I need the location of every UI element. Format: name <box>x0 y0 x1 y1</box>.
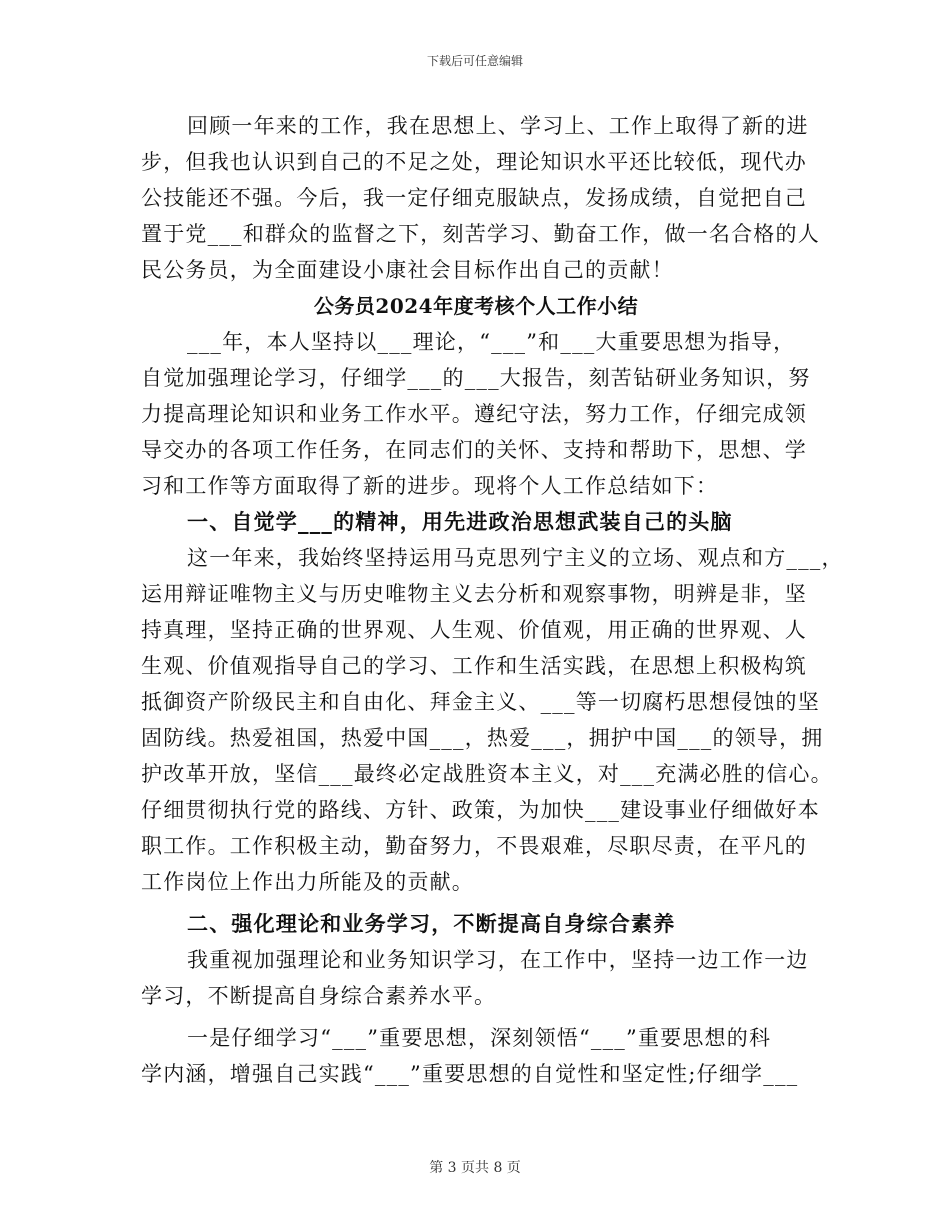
paragraph-line: 仔细贯彻执行党的路线、方针、政策，为加快___建设事业仔细做好本 <box>141 798 820 822</box>
paragraph-line: 这一年来，我始终坚持运用马克思列宁主义的立场、观点和方___， <box>187 546 844 570</box>
paragraph-line: 职工作。工作积极主动，勤奋努力，不畏艰难，尽职尽责，在平凡的 <box>141 834 807 858</box>
section-heading: 二、强化理论和业务学习，不断提高自身综合素养 <box>187 911 676 936</box>
paragraph-line: 自觉加强理论学习，仔细学___的___大报告，刻苦钻研业务知识，努 <box>141 366 811 390</box>
paragraph-line: 我重视加强理论和业务知识学习，在工作中，坚持一边工作一边 <box>187 948 809 972</box>
document-body <box>141 108 844 1092</box>
paragraph-line: ___年，本人坚持以___理论，“___”和___大重要思想为指导， <box>187 330 796 354</box>
paragraph-line: 力提高理论知识和业务工作水平。遵纪守法，努力工作，仔细完成领 <box>141 402 807 426</box>
paragraph-line: 民公务员，为全面建设小康社会目标作出自己的贡献！ <box>141 258 674 282</box>
section-heading: 一、自觉学___的精神，用先进政治思想武装自己的头脑 <box>187 509 733 534</box>
page-number: 第 3 页共 8 页 <box>429 1160 521 1176</box>
paragraph-line: 学内涵，增强自己实践“___”重要思想的自觉性和坚定性;仔细学___ <box>141 1062 799 1086</box>
paragraph-line: 习和工作等方面取得了新的进步。现将个人工作总结如下： <box>141 474 719 498</box>
paragraph-line: 导交办的各项工作任务，在同志们的关怀、支持和帮助下，思想、学 <box>141 438 807 462</box>
paragraph-line: 一是仔细学习“___”重要思想，深刻领悟“___”重要思想的科 <box>187 1026 772 1050</box>
paragraph-line: 持真理，坚持正确的世界观、人生观、价值观，用正确的世界观、人 <box>141 618 807 642</box>
document-title: 公务员2024年度考核个人工作小结 <box>313 294 639 318</box>
paragraph-line: 回顾一年来的工作，我在思想上、学习上、工作上取得了新的进 <box>187 114 809 138</box>
paragraph-line: 运用辩证唯物主义与历史唯物主义去分析和观察事物，明辨是非，坚 <box>141 582 807 606</box>
paragraph-line: 工作岗位上作出力所能及的贡献。 <box>141 870 474 894</box>
paragraph-line: 置于党___和群众的监督之下，刻苦学习、勤奋工作，做一名合格的人 <box>141 222 820 246</box>
paragraph-line: 护改革开放，坚信___最终必定战胜资本主义，对___充满必胜的信心。 <box>141 762 833 786</box>
paragraph-line: 学习，不断提高自身综合素养水平。 <box>141 984 497 1008</box>
page-header: 下载后可任意编辑 <box>426 54 523 68</box>
paragraph-line: 生观、价值观指导自己的学习、工作和生活实践，在思想上积极构筑 <box>141 654 807 678</box>
paragraph-line: 公技能还不强。今后，我一定仔细克服缺点，发扬成绩，自觉把自己 <box>141 186 807 210</box>
paragraph-line: 抵御资产阶级民主和自由化、拜金主义、___等一切腐朽思想侵蚀的坚 <box>141 690 820 714</box>
paragraph-line: 步，但我也认识到自己的不足之处，理论知识水平还比较低，现代办 <box>141 150 807 174</box>
paragraph-line: 固防线。热爱祖国，热爱中国___，热爱___，拥护中国___的领导，拥 <box>141 726 824 750</box>
